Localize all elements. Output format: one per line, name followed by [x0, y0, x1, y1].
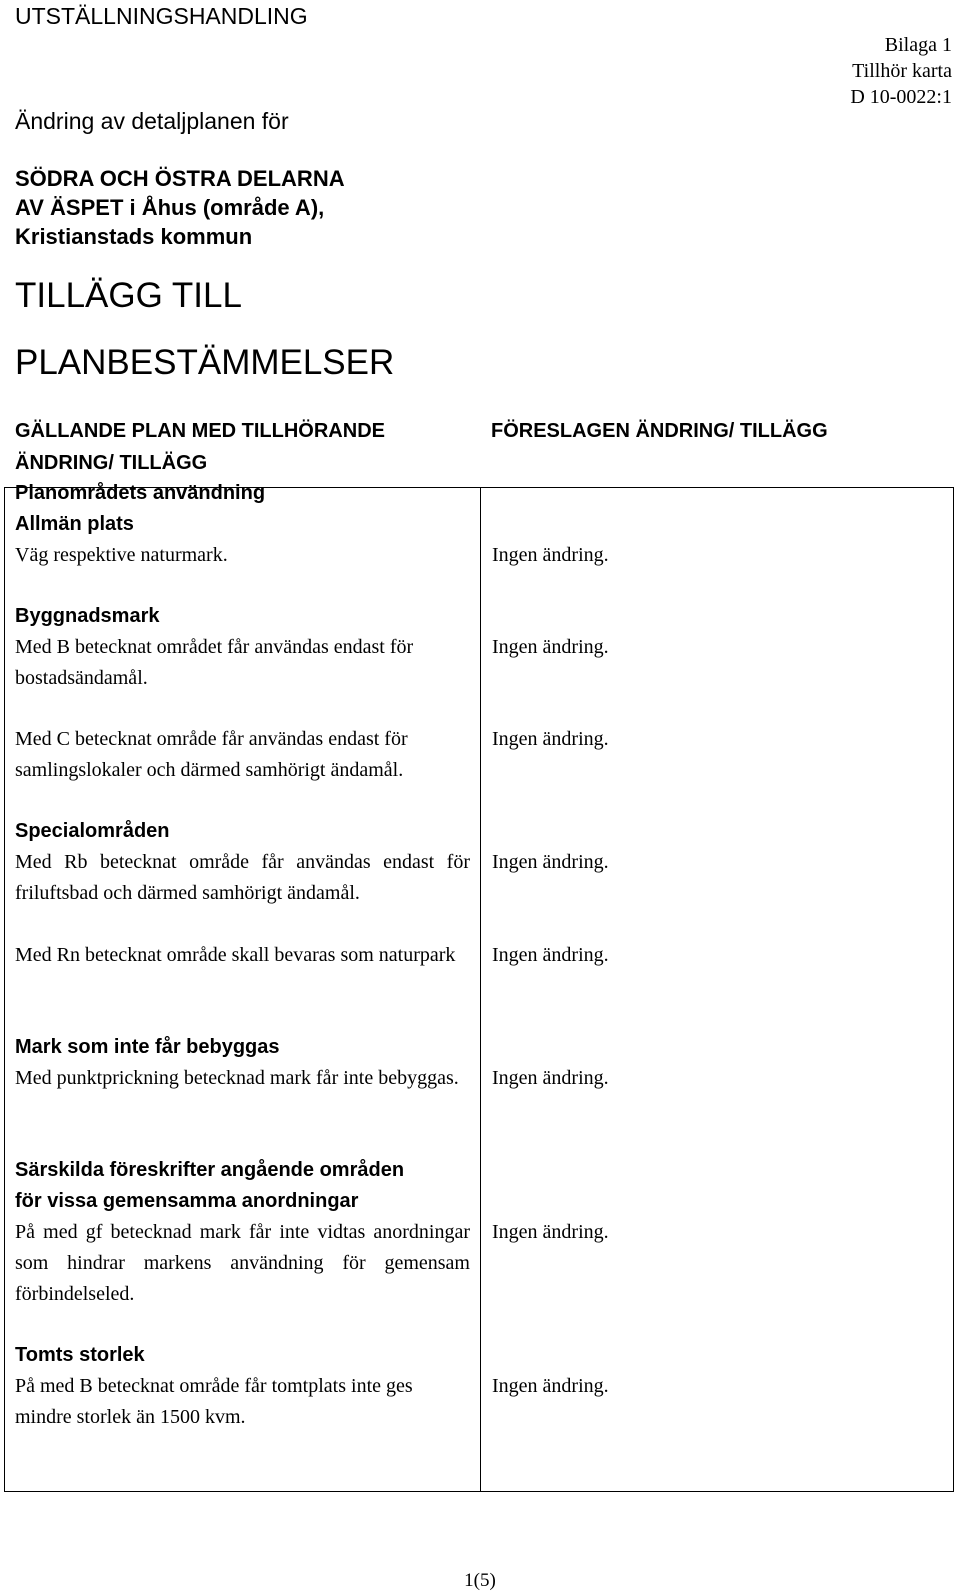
section-text: Med C betecknat område får användas endast för samlingslokaler och därmed samhörigt ändamål. — [15, 728, 408, 781]
change-status: Ingen ändring. — [492, 544, 609, 566]
plan-name-line: SÖDRA OCH ÖSTRA DELARNA — [15, 166, 345, 191]
section-text: På med gf betecknad mark får inte vidtas anordningar som hindrar markens användning för gemensam förbindelseled. — [15, 1221, 470, 1305]
section-text: Väg respektive naturmark. — [15, 544, 228, 566]
document-type: UTSTÄLLNINGSHANDLING — [15, 3, 308, 29]
attachment-line: Tillhör karta — [852, 60, 952, 82]
change-status: Ingen ändring. — [492, 1221, 609, 1243]
section-building-land — [15, 601, 470, 694]
current-plan-column-heading — [15, 415, 385, 479]
plan-name — [15, 164, 345, 251]
change-status: Ingen ändring. — [492, 851, 609, 873]
change-status: Ingen ändring. — [492, 1375, 609, 1397]
column-heading-line: ÄNDRING/ TILLÄGG — [15, 452, 208, 474]
plan-name-line: AV ÄSPET i Åhus (område A), — [15, 195, 325, 220]
column-divider — [480, 487, 481, 1492]
section-no-build — [15, 1032, 470, 1094]
section-text: Med Rn betecknat område skall bevaras som naturpark — [15, 944, 456, 966]
section-text: Med B betecknat området får användas endast för bostadsändamål. — [15, 636, 414, 689]
section-heading: Särskilda föreskrifter angående områden — [15, 1159, 405, 1181]
section-text: På med B betecknat område får tomtplats inte ges mindre storlek än 1500 kvm. — [15, 1375, 413, 1428]
section-subheading: Allmän plats — [15, 513, 134, 535]
attachment-line: Bilaga 1 — [884, 34, 952, 56]
change-status: Ingen ändring. — [492, 1067, 609, 1089]
section-heading: Mark som inte får bebyggas — [15, 1036, 280, 1058]
section-special-areas — [15, 816, 470, 909]
section-text: Med punktprickning betecknad mark får inte bebyggas. — [15, 1067, 459, 1089]
section-heading: Byggnadsmark — [15, 605, 160, 627]
section-text: Med Rb betecknat område får användas endast för friluftsbad och därmed samhörigt ändamål. — [15, 851, 470, 904]
section-heading: Specialområden — [15, 820, 170, 842]
section-plot-size — [15, 1340, 470, 1433]
section-heading: Planområdets användning — [15, 482, 266, 504]
page-title-line-1: TILLÄGG TILL — [15, 276, 242, 315]
proposed-change-column-heading: FÖRESLAGEN ÄNDRING/ TILLÄGG — [491, 420, 828, 442]
change-status: Ingen ändring. — [492, 944, 609, 966]
document-subtitle: Ändring av detaljplanen för — [15, 108, 289, 134]
attachment-reference — [850, 32, 952, 110]
section-c-area — [15, 724, 470, 786]
column-heading-line: GÄLLANDE PLAN MED TILLHÖRANDE — [15, 420, 385, 442]
page-title-line-2: PLANBESTÄMMELSER — [15, 343, 395, 382]
section-nature-park — [15, 940, 470, 971]
attachment-line: D 10-0022:1 — [850, 86, 952, 108]
section-heading: Tomts storlek — [15, 1344, 145, 1366]
section-land-use — [15, 478, 470, 571]
page-number: 1(5) — [464, 1570, 496, 1591]
section-subheading: för vissa gemensamma anordningar — [15, 1190, 359, 1212]
section-shared-arrangements — [15, 1155, 470, 1310]
change-status: Ingen ändring. — [492, 636, 609, 658]
plan-name-line: Kristianstads kommun — [15, 224, 253, 249]
change-status: Ingen ändring. — [492, 728, 609, 750]
